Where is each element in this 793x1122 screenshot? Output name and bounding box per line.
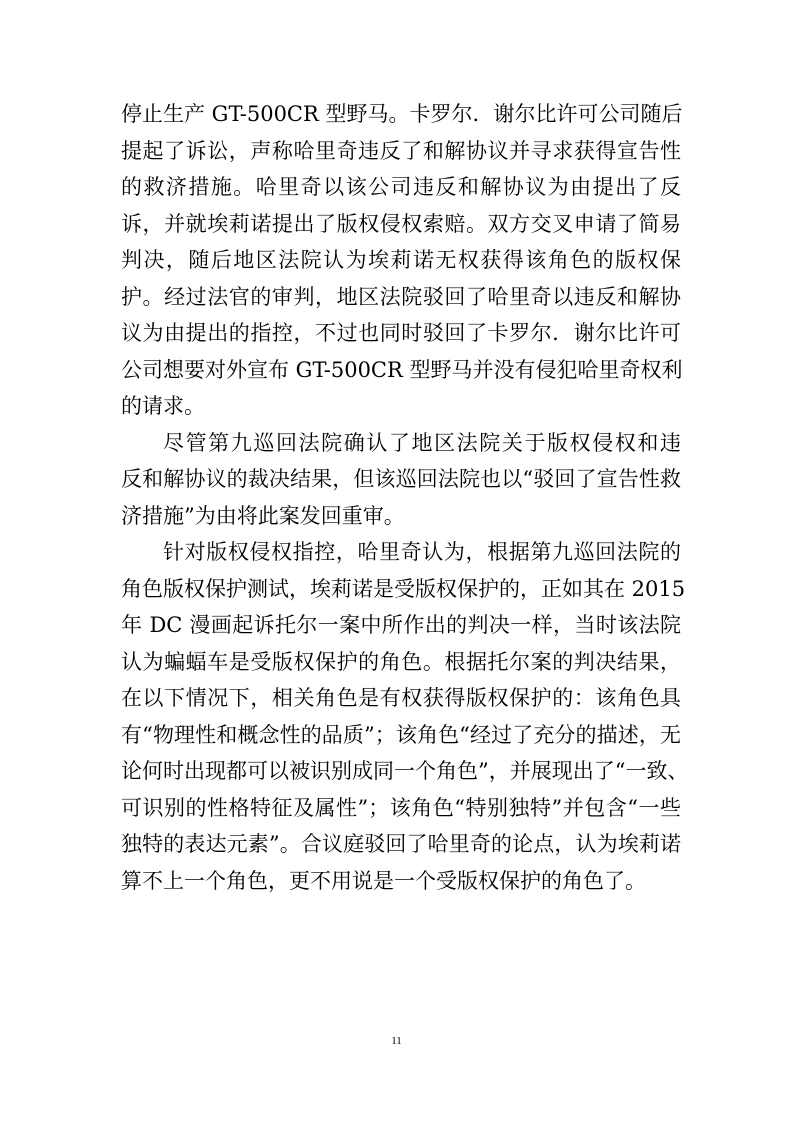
text-line: 的请求。 <box>121 394 205 418</box>
text-line: 护。经过法官的审判，地区法院驳回了哈里奇以违反和解协 <box>121 284 681 309</box>
text-line: 论何时出现都可以被识别成同一个角色”，并展现出了“一致、 <box>121 759 689 783</box>
text-line: 公司想要对外宣布 GT-500CR 型野马并没有侵犯哈里奇权利 <box>121 357 683 382</box>
text-line: 认为蝙蝠车是受版权保护的角色。根据托尔案的判决结果， <box>121 649 681 674</box>
text-line: 反和解协议的裁决结果，但该巡回法院也以“驳回了宣告性救 <box>121 467 681 491</box>
text-line: 独特的表达元素”。合议庭驳回了哈里奇的论点，认为埃莉诺 <box>121 832 681 856</box>
text-line: 议为由提出的指控，不过也同时驳回了卡罗尔．谢尔比许可 <box>121 321 681 345</box>
page-number: 11 <box>391 1035 402 1047</box>
text-line: 在以下情况下，相关角色是有权获得版权保护的：该角色具 <box>121 686 681 710</box>
text-line: 可识别的性格特征及属性”；该角色“特别独特”并包含“一些 <box>121 795 681 820</box>
text-line: 提起了诉讼，声称哈里奇违反了和解协议并寻求获得宣告性 <box>121 138 681 163</box>
text-line: 有“物理性和概念性的品质”；该角色“经过了充分的描述，无 <box>121 722 681 747</box>
text-line: 停止生产 GT-500CR 型野马。卡罗尔．谢尔比许可公司随后 <box>121 102 683 126</box>
paragraph-first-line: 针对版权侵权指控，哈里奇认为，根据第九巡回法院的 <box>163 540 681 564</box>
text-line: 角色版权保护测试，埃莉诺是受版权保护的，正如其在 2015 <box>121 576 686 601</box>
text-line: 算不上一个角色，更不用说是一个受版权保护的角色了。 <box>121 868 646 893</box>
text-line: 济措施”为由将此案发回重审。 <box>121 503 405 528</box>
text-line: 年 DC 漫画起诉托尔一案中所作出的判决一样，当时该法院 <box>121 613 681 637</box>
paragraph-first-line: 尽管第九巡回法院确认了地区法院关于版权侵权和违 <box>163 430 681 455</box>
text-line: 判决，随后地区法院认为埃莉诺无权获得该角色的版权保 <box>121 248 681 272</box>
text-line: 诉，并就埃莉诺提出了版权侵权索赔。双方交叉申请了简易 <box>121 211 681 236</box>
body-text <box>121 96 689 899</box>
text-line: 的救济措施。哈里奇以该公司违反和解协议为由提出了反 <box>121 175 681 199</box>
